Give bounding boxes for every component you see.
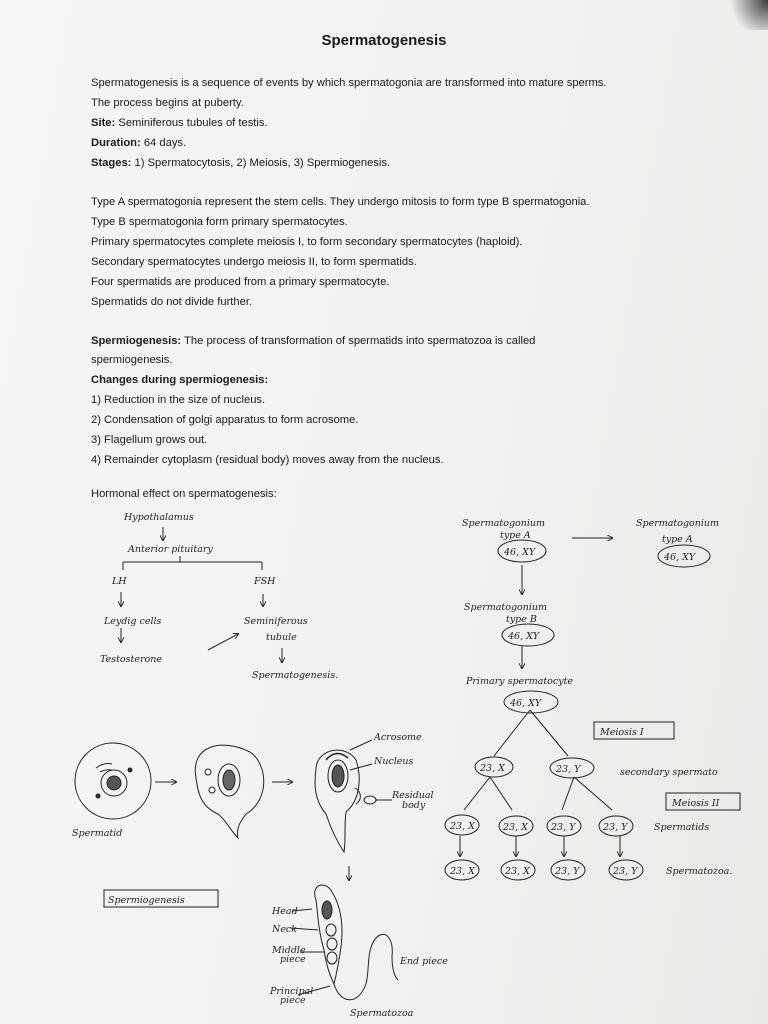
spermatozoon-2: 23, X <box>505 866 530 877</box>
spermiogenesis-box-label: Spermiogenesis <box>108 895 185 906</box>
lh-label: LH <box>112 576 127 587</box>
principal-piece-label: piece <box>280 995 306 1006</box>
body-label: body <box>402 800 426 811</box>
tubule-label: tubule <box>266 632 297 643</box>
spermatid-label: Spermatid <box>72 828 123 839</box>
site-value: Seminiferous tubules of testis. <box>115 117 268 129</box>
middle-piece-label: piece <box>280 954 306 965</box>
spermatid-4: 23, Y <box>603 822 628 833</box>
principal-label: Principal <box>270 986 314 997</box>
spermatids-label: Spermatids <box>654 822 710 833</box>
intro-line-1: Spermatogenesis is a sequence of events by which spermatogonia are transformed into mature sperms. <box>91 77 607 89</box>
anterior-pituitary-label: Anterior pituitary <box>128 544 213 555</box>
spermatozoa-label: Spermatozoa. <box>666 866 733 877</box>
stages-value: 1) Spermatocytosis, 2) Meiosis, 3) Spermiogenesis. <box>131 157 391 169</box>
leydig-cells-label: Leydig cells <box>104 616 162 627</box>
nucleus-label: Nucleus <box>374 756 414 767</box>
seminiferous-label: Seminiferous <box>244 616 308 627</box>
change-item-1: 1) Reduction in the size of nucleus. <box>91 394 266 406</box>
spermiogenesis-definition-2: spermiogenesis. <box>91 354 173 366</box>
head-label: Head <box>272 906 298 917</box>
spermatid-2: 23, X <box>503 822 528 833</box>
spermatid-3: 23, Y <box>551 822 576 833</box>
spermatozoon-4: 23, Y <box>613 866 638 877</box>
change-item-4: 4) Remainder cytoplasm (residual body) moves away from the nucleus. <box>91 454 444 466</box>
karyotype-b: 46, XY <box>508 631 540 642</box>
residual-label: Residual <box>392 790 434 801</box>
neck-label: Neck <box>272 924 298 935</box>
spermatozoon-3: 23, Y <box>555 866 580 877</box>
type-line-5: Four spermatids are produced from a primary spermatocyte. <box>91 276 390 288</box>
changes-heading: Changes during spermiogenesis: <box>91 374 269 386</box>
duration-label: Duration: <box>91 137 141 149</box>
intro-line-2: The process begins at puberty. <box>91 97 244 109</box>
type-line-3: Primary spermatocytes complete meiosis I, to form secondary spermatocytes (haploid). <box>91 236 523 248</box>
type-line-4: Secondary spermatocytes undergo meiosis II, to form spermatids. <box>91 256 417 268</box>
stages-label: Stages: <box>91 157 132 169</box>
secondary-y: 23, Y <box>556 764 581 775</box>
spermatozoa-drawing-label: Spermatozoa <box>350 1008 414 1019</box>
type-line-1: Type A spermatogonia represent the stem cells. They undergo mitosis to form type B spermatogonia. <box>91 196 590 208</box>
change-item-2: 2) Condensation of golgi apparatus to form acrosome. <box>91 414 359 426</box>
hypothalamus-label: Hypothalamus <box>124 512 194 523</box>
meiosis-1-label: Meiosis I <box>600 727 644 738</box>
spermiogenesis-definition-text: The process of transformation of spermatids into spermatozoa is called <box>181 335 536 347</box>
testosterone-label: Testosterone <box>100 654 162 665</box>
type-line-2: Type B spermatogonia form primary spermatocytes. <box>91 216 348 228</box>
hormonal-heading: Hormonal effect on spermatogenesis: <box>91 488 277 500</box>
document-title: Spermatogenesis <box>321 32 447 49</box>
fsh-label: FSH <box>254 576 276 587</box>
spermatogenesis-label: Spermatogenesis. <box>252 670 339 681</box>
karyotype-primary: 46, XY <box>510 698 542 709</box>
primary-spermatocyte-label: Primary spermatocyte <box>466 676 574 687</box>
spermatozoon-1: 23, X <box>450 866 475 877</box>
spermatogonium-b-label: Spermatogonium <box>464 602 548 613</box>
type-line-6: Spermatids do not divide further. <box>91 296 253 308</box>
change-item-3: 3) Flagellum grows out. <box>91 434 208 446</box>
acrosome-label: Acrosome <box>374 732 422 743</box>
spermatogonium-a2-label: Spermatogonium <box>636 518 720 529</box>
secondary-spermatocyte-label: secondary spermato <box>620 767 718 778</box>
type-b-label: type B <box>506 614 537 625</box>
spermiogenesis-label: Spermiogenesis: <box>91 335 182 347</box>
middle-label: Middle <box>272 945 306 956</box>
karyotype-a: 46, XY <box>504 547 536 558</box>
secondary-x: 23, X <box>480 763 505 774</box>
end-piece-label: End piece <box>400 956 448 967</box>
karyotype-a2: 46, XY <box>664 552 696 563</box>
site-label: Site: <box>91 117 116 129</box>
duration-value: 64 days. <box>140 137 187 149</box>
type-a-label: type A <box>500 530 531 541</box>
spermatogonium-a-label: Spermatogonium <box>462 518 546 529</box>
type-a2-label: type A <box>662 534 693 545</box>
spermatid-1: 23, X <box>450 821 475 832</box>
meiosis-2-label: Meiosis II <box>672 798 720 809</box>
